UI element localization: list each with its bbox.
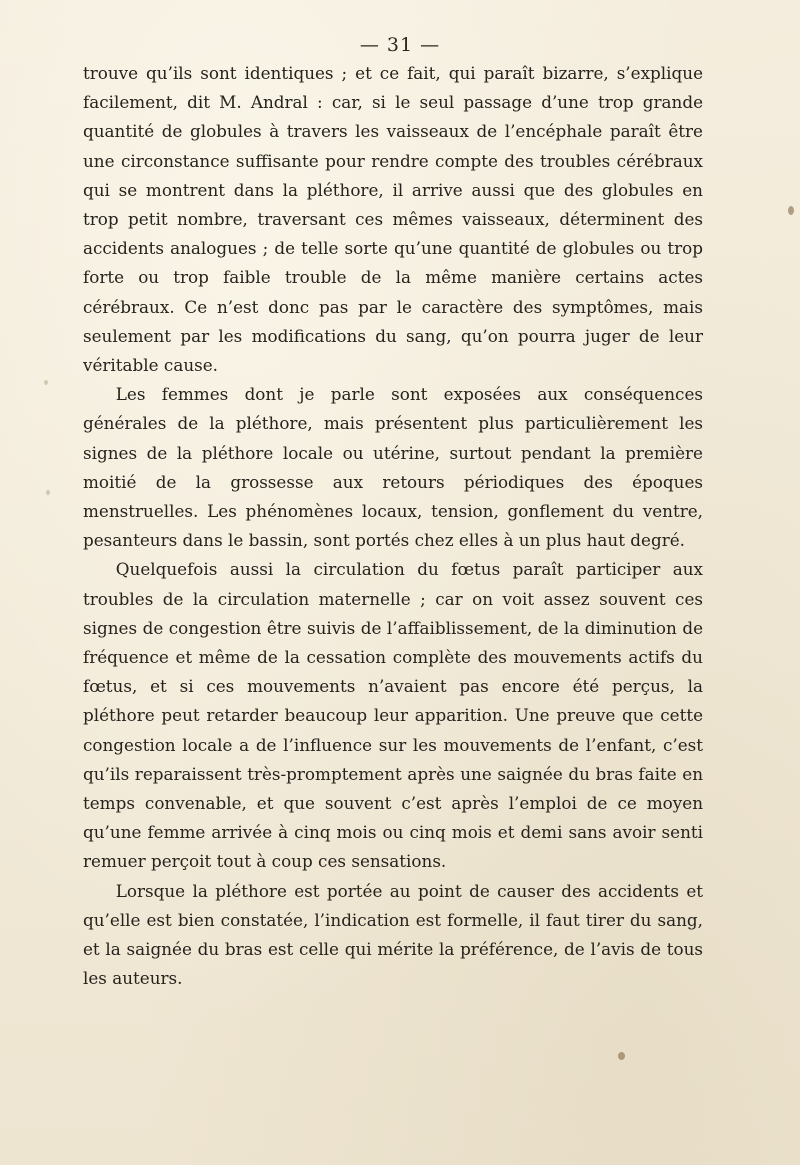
body-text [83,59,703,994]
paper-stain [788,206,794,215]
page-number: — 31 — [359,34,441,56]
paragraph: Les femmes dont je parle sont exposées aux conséquences générales de la pléthore, mais présentent plus particulièrement les signes de la pléthore locale ou utérine, surtout pendant la première moitié de la grossesse aux retours périodiques des époques menstruelles. Les phénomènes locaux, tension, gonflement du ventre, pesanteurs dans le bassin, sont portés chez elles à un plus haut degré. [83,384,703,551]
paragraph: trouve qu’ils sont identiques ; et ce fait, qui paraît bizarre, s’explique facilement, dit M. Andral : car, si le seul passage d’une trop grande quantité de globules à travers les vaisseaux de l’encéphale paraît être une circonstance suffisante pour rendre compte des troubles cérébraux qui se montrent dans la pléthore, il arrive aussi que des globules en trop petit nombre, traversant ces mêmes vaisseaux, déterminent des accidents analogues ; de telle sorte qu’une quantité de globules ou trop forte ou trop faible trouble de la même manière certains actes cérébraux. Ce n’est donc pas par le caractère des symptômes, mais seulement par les modifications du sang, qu’on pourra juger de leur véritable cause. [83,63,703,376]
paper-stain [46,490,50,495]
paragraph: Quelquefois aussi la circulation du fœtus paraît participer aux troubles de la circulation maternelle ; car on voit assez souvent ces signes de congestion être suivis de l’affaiblissement, de la diminution de fréquence et même de la cessation complète des mouvements actifs du fœtus, et si ces mouvements n’avaient pas encore été perçus, la pléthore peut retarder beaucoup leur apparition. Une preuve que cette congestion locale a de l’influence sur les mouvements de l’enfant, c’est qu’ils reparaissent très-promptement après une saignée du bras faite en temps convenable, et que souvent c’est après l’emploi de ce moyen qu’une femme arrivée à cinq mois ou cinq mois et demi sans avoir senti remuer perçoit tout à coup ces sensations. [83,559,703,872]
paper-stain [618,1052,625,1060]
paragraph: Lorsque la pléthore est portée au point de causer des accidents et qu’elle est bien constatée, l’indication est formelle, il faut tirer du sang, et la saignée du bras est celle qui mérite la préférence, de l’avis de tous les auteurs. [83,880,703,989]
paper-stain [44,380,48,385]
